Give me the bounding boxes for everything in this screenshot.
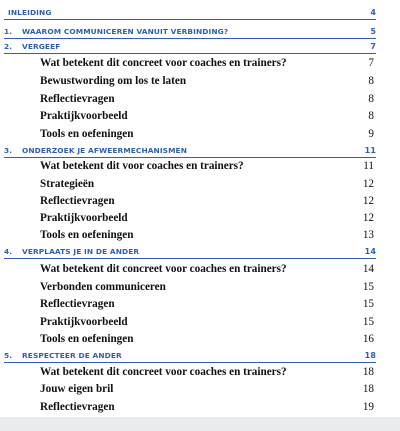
toc-section-title: Tools en oefeningen <box>40 128 134 140</box>
toc-chapter-title: INLEIDING <box>8 8 52 17</box>
toc-section-title: Wat betekent dit concreet voor coaches en trainers? <box>40 263 287 275</box>
toc-page-number: 7 <box>368 57 374 69</box>
toc-page-number: 19 <box>362 401 374 413</box>
toc-chapter-title: RESPECTEER DE ANDER <box>22 351 122 360</box>
toc-section-title: Reflectievragen <box>40 401 115 413</box>
toc-page-number: 14 <box>364 247 376 256</box>
toc-page-number: 5 <box>370 27 376 36</box>
toc-section-title: Bewustwording om los te laten <box>40 75 187 87</box>
page-bottom-margin <box>0 417 400 431</box>
toc-page-number: 12 <box>362 195 374 207</box>
toc-chapter-entry[interactable] <box>0 146 400 155</box>
toc-chapter-entry[interactable] <box>0 42 400 51</box>
toc-section-title: Reflectievragen <box>40 93 115 105</box>
toc-chapter-underline <box>4 19 376 20</box>
toc-chapter-number: 5. <box>4 351 13 360</box>
toc-chapter-entry[interactable] <box>0 351 400 360</box>
toc-chapter-entry[interactable] <box>0 8 400 17</box>
toc-section-title: Wat betekent dit voor coaches en trainers? <box>40 160 244 172</box>
toc-page-number: 18 <box>362 383 374 395</box>
toc-page-number: 4 <box>370 8 376 17</box>
toc-section-title: Reflectievragen <box>40 195 115 207</box>
toc-section-title: Jouw eigen bril <box>40 383 114 395</box>
toc-page-number: 11 <box>363 160 374 172</box>
toc-page-number: 18 <box>362 366 374 378</box>
toc-page-number: 8 <box>368 93 374 105</box>
toc-chapter-title: VERGEEF <box>22 42 61 51</box>
toc-chapter-number: 4. <box>4 247 13 256</box>
toc-page-number: 16 <box>362 333 374 345</box>
toc-section-title: Praktijkvoorbeeld <box>40 212 128 224</box>
toc-page-number: 15 <box>362 281 374 293</box>
toc-chapter-title: ONDERZOEK JE AFWEERMECHANISMEN <box>22 146 187 155</box>
toc-page-number: 15 <box>362 316 374 328</box>
toc-section-title: Wat betekent dit concreet voor coaches en trainers? <box>40 366 287 378</box>
toc-page-number: 8 <box>368 110 374 122</box>
toc-section-title: Tools en oefeningen <box>40 229 134 241</box>
toc-page-number: 13 <box>362 229 374 241</box>
toc-chapter-underline <box>4 362 376 363</box>
toc-page-number: 12 <box>362 178 374 190</box>
toc-chapter-number: 2. <box>4 42 13 51</box>
toc-page-number: 7 <box>370 42 376 51</box>
toc-chapter-entry[interactable] <box>0 247 400 256</box>
toc-section-title: Strategieën <box>40 178 95 190</box>
toc-page-number: 9 <box>368 128 374 140</box>
toc-page-number: 15 <box>362 298 374 310</box>
toc-chapter-entry[interactable] <box>0 27 400 36</box>
toc-page-number: 8 <box>368 75 374 87</box>
toc-chapter-number: 1. <box>4 27 13 36</box>
toc-page-number: 11 <box>364 146 376 155</box>
toc-section-title: Tools en oefeningen <box>40 333 134 345</box>
toc-chapter-underline <box>4 157 376 158</box>
toc-section-title: Praktijkvoorbeeld <box>40 316 128 328</box>
toc-section-title: Praktijkvoorbeeld <box>40 110 128 122</box>
toc-page-number: 14 <box>362 263 374 275</box>
toc-section-title: Reflectievragen <box>40 298 115 310</box>
toc-page-number: 18 <box>364 351 376 360</box>
toc-chapter-underline <box>4 53 376 54</box>
toc-chapter-number: 3. <box>4 146 13 155</box>
toc-chapter-title: VERPLAATS JE IN DE ANDER <box>22 247 140 256</box>
toc-page-number: 12 <box>362 212 374 224</box>
toc-section-title: Wat betekent dit concreet voor coaches en trainers? <box>40 57 287 69</box>
toc-section-title: Verbonden communiceren <box>40 281 166 293</box>
toc-chapter-underline <box>4 258 376 259</box>
toc-chapter-title: WAAROM COMMUNICEREN VANUIT VERBINDING? <box>22 27 229 36</box>
toc-chapter-underline <box>4 38 376 39</box>
